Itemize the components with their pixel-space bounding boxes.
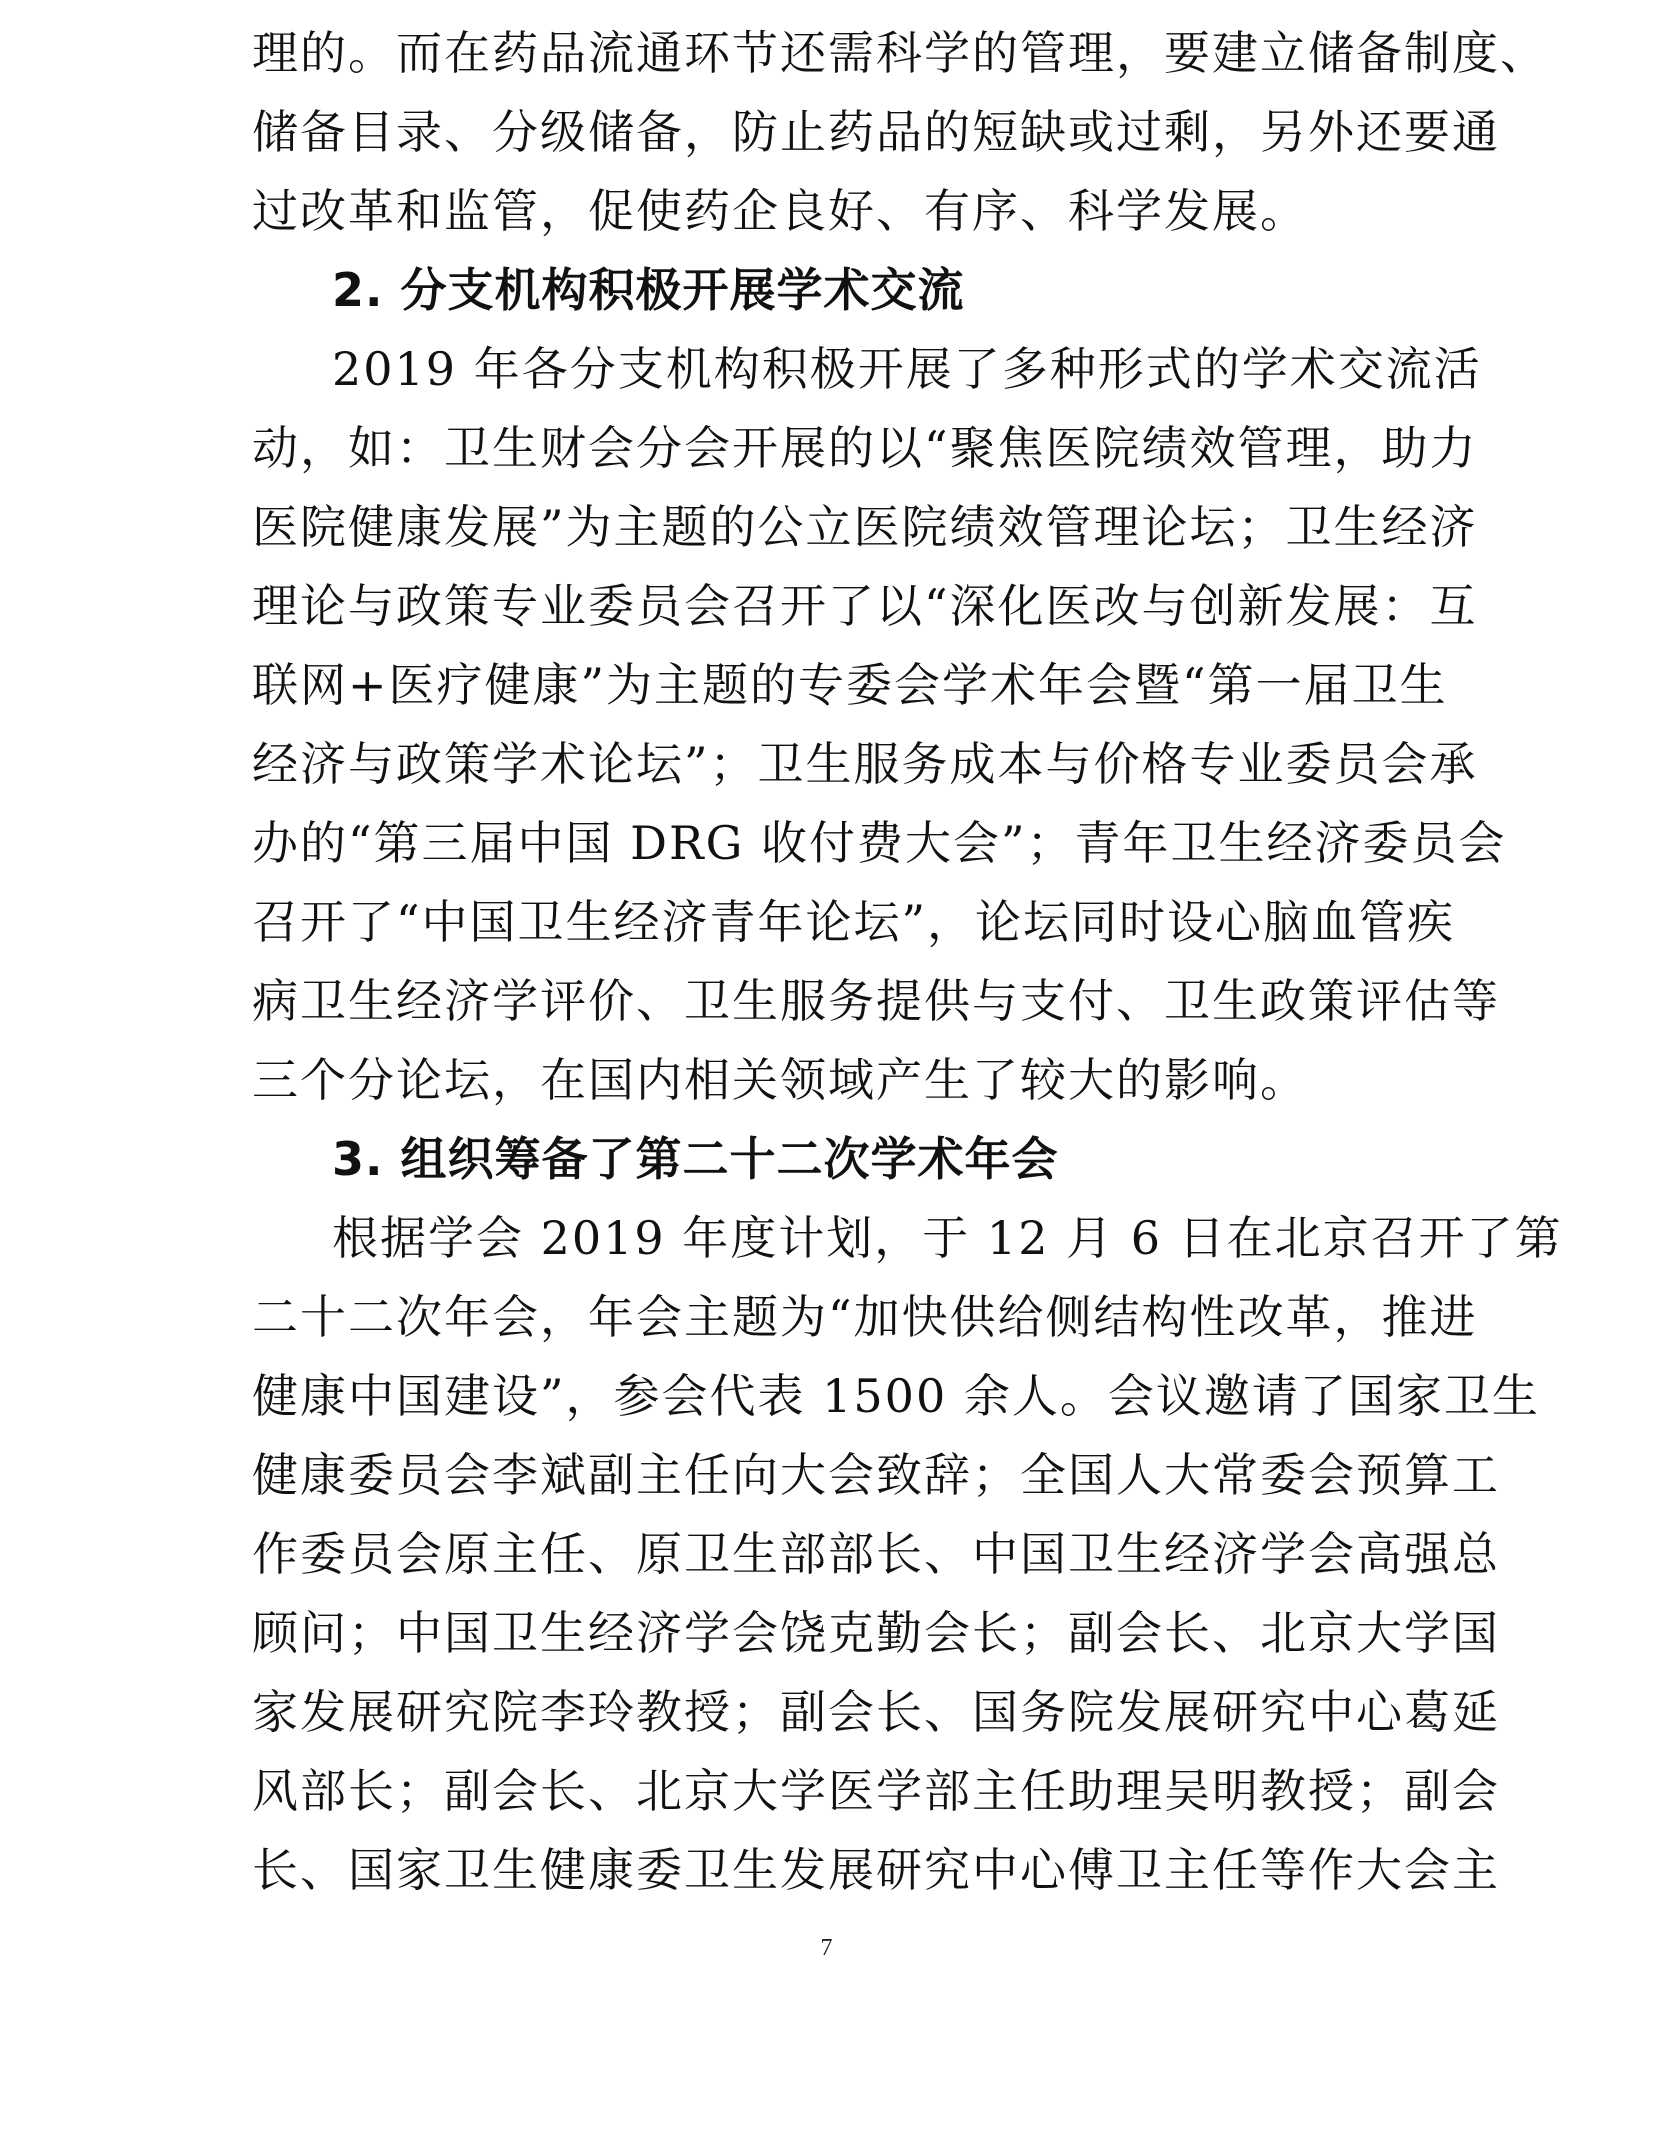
text-line: 三个分论坛，在国内相关领域产生了较大的影响。 [252, 1053, 1308, 1107]
text-line: 储备目录、分级储备，防止药品的短缺或过剩，另外还要通 [252, 105, 1500, 159]
text-line: 联网+医疗健康”为主题的专委会学术年会暨“第一届卫生 [252, 658, 1448, 712]
text-line: 医院健康发展”为主题的公立医院绩效管理论坛；卫生经济 [252, 500, 1478, 554]
text-line: 2019 年各分支机构积极开展了多种形式的学术交流活 [332, 342, 1482, 396]
text-line: 长、国家卫生健康委卫生发展研究中心傅卫主任等作大会主 [252, 1843, 1500, 1897]
text-line: 根据学会 2019 年度计划，于 12 月 6 日在北京召开了第 [332, 1211, 1563, 1265]
text-line: 风部长；副会长、北京大学医学部主任助理吴明教授；副会 [252, 1764, 1500, 1818]
text-line: 二十二次年会，年会主题为“加快供给侧结构性改革，推进 [252, 1290, 1478, 1344]
text-line: 家发展研究院李玲教授；副会长、国务院发展研究中心葛延 [252, 1685, 1500, 1739]
page-number: 7 [820, 1935, 833, 1961]
text-line: 过改革和监管，促使药企良好、有序、科学发展。 [252, 184, 1308, 238]
text-line: 健康委员会李斌副主任向大会致辞；全国人大常委会预算工 [252, 1448, 1500, 1502]
text-line: 顾问；中国卫生经济学会饶克勤会长；副会长、北京大学国 [252, 1606, 1500, 1660]
text-line: 动，如：卫生财会分会开展的以“聚焦医院绩效管理，助力 [252, 421, 1478, 475]
text-line: 办的“第三届中国 DRG 收付费大会”；青年卫生经济委员会 [252, 816, 1507, 870]
text-line: 病卫生经济学评价、卫生服务提供与支付、卫生政策评估等 [252, 974, 1500, 1028]
text-line: 理的。而在药品流通环节还需科学的管理，要建立储备制度、 [252, 26, 1548, 80]
text-line: 理论与政策专业委员会召开了以“深化医改与创新发展：互 [252, 579, 1478, 633]
document-body [252, 14, 1563, 1910]
paragraph-2 [252, 330, 1507, 1120]
paragraph-1 [252, 14, 1548, 251]
text-line: 健康中国建设”，参会代表 1500 余人。会议邀请了国家卫生 [252, 1369, 1540, 1423]
section-heading-2: 2. 分支机构积极开展学术交流 [332, 263, 965, 317]
text-line: 召开了“中国卫生经济青年论坛”，论坛同时设心脑血管疾 [252, 895, 1456, 949]
text-line: 作委员会原主任、原卫生部部长、中国卫生经济学会高强总 [252, 1527, 1500, 1581]
paragraph-3 [252, 1199, 1563, 1910]
section-heading-3: 3. 组织筹备了第二十二次学术年会 [332, 1132, 1059, 1186]
text-line: 经济与政策学术论坛”；卫生服务成本与价格专业委员会承 [252, 737, 1478, 791]
